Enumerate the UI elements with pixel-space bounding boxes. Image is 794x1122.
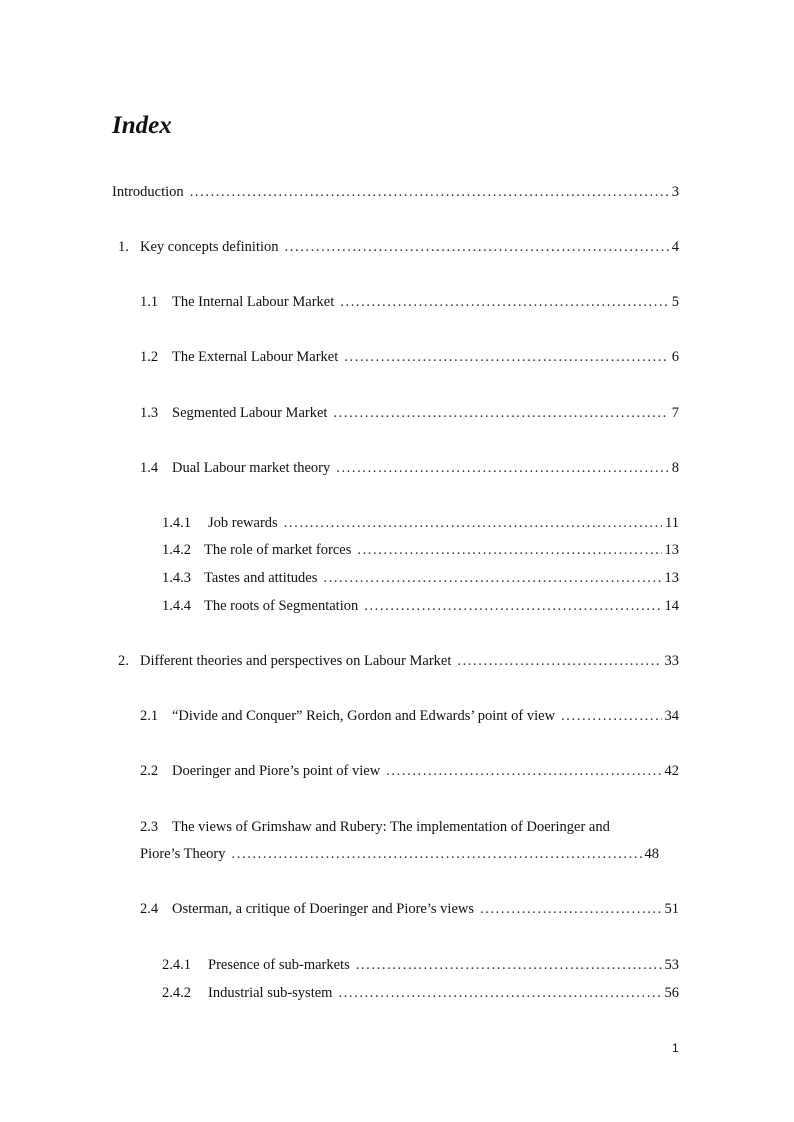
toc-entry-2-4-2[interactable]	[162, 983, 679, 1003]
toc-entry-2-2[interactable]	[140, 761, 679, 781]
toc-label: The External Labour Market	[172, 349, 339, 365]
toc-section-number: 1.4.1	[162, 515, 191, 531]
dot-leader	[232, 844, 642, 864]
toc-page-number: 34	[664, 708, 679, 724]
dot-leader	[386, 761, 661, 781]
toc-page-number: 5	[671, 294, 679, 310]
toc-label: The views of Grimshaw and Rubery: The implementation of Doeringer and	[172, 819, 610, 835]
toc-section-number: 2.2	[140, 763, 159, 779]
toc-entry-2[interactable]	[118, 651, 679, 671]
toc-entry-1-4-1[interactable]	[162, 513, 679, 533]
toc-entry-1-1[interactable]	[140, 292, 679, 312]
toc-label: Doeringer and Piore’s point of view	[172, 763, 381, 779]
toc-entry-1-4-4[interactable]	[162, 596, 679, 616]
toc-label: Osterman, a critique of Doeringer and Piore’s views	[172, 901, 474, 917]
toc-entry-1-4-3[interactable]	[162, 568, 679, 588]
toc-page-number: 13	[664, 570, 679, 586]
page-number: 1	[672, 1041, 679, 1055]
toc-label: Job rewards	[208, 515, 278, 531]
toc-label: The roots of Segmentation	[204, 598, 359, 614]
toc-label: “Divide and Conquer” Reich, Gordon and Edwards’ point of view	[172, 708, 556, 724]
toc-entry-1-2[interactable]	[140, 347, 679, 367]
dot-leader	[457, 651, 661, 671]
toc-section-number: 2.4	[140, 901, 159, 917]
toc-page-number: 6	[671, 349, 679, 365]
dot-leader	[344, 347, 668, 367]
toc-section-number: 1.4.4	[162, 598, 191, 614]
toc-section-number: 1.	[118, 239, 129, 255]
toc-label: Introduction	[112, 184, 184, 200]
dot-leader	[190, 182, 669, 202]
dot-leader	[284, 513, 662, 533]
toc-entry-1-4[interactable]	[140, 458, 679, 478]
toc-section-number: 1.2	[140, 349, 159, 365]
toc-page-number: 3	[671, 184, 679, 200]
toc-page-number: 33	[664, 653, 679, 669]
toc-page-number: 42	[664, 763, 679, 779]
toc-section-number: 1.4.2	[162, 542, 191, 558]
toc-label: Tastes and attitudes	[204, 570, 318, 586]
toc-section-number: 1.4	[140, 460, 159, 476]
toc-section-number: 1.3	[140, 405, 159, 421]
toc-entry-2-3-first-line[interactable]	[140, 817, 679, 837]
dot-leader	[336, 458, 669, 478]
toc-section-number: 2.4.1	[162, 957, 191, 973]
toc-entry-2-4-1[interactable]	[162, 955, 679, 975]
toc-label: The Internal Labour Market	[172, 294, 335, 310]
toc-section-number: 2.	[118, 653, 129, 669]
toc-label: Key concepts definition	[140, 239, 279, 255]
toc-label: Industrial sub-system	[208, 985, 333, 1001]
dot-leader	[356, 955, 662, 975]
toc-page-number: 48	[644, 846, 659, 862]
toc-section-number: 2.1	[140, 708, 159, 724]
dot-leader	[285, 237, 669, 257]
toc-entry-2-1[interactable]	[140, 706, 679, 726]
toc-label: Dual Labour market theory	[172, 460, 331, 476]
dot-leader	[480, 899, 662, 919]
toc-label: The role of market forces	[204, 542, 352, 558]
toc-label: Different theories and perspectives on Labour Market	[140, 653, 452, 669]
toc-entry-1[interactable]	[118, 237, 679, 257]
toc-page-number: 4	[671, 239, 679, 255]
dot-leader	[323, 568, 661, 588]
toc-label: Segmented Labour Market	[172, 405, 328, 421]
toc-label: Presence of sub-markets	[208, 957, 350, 973]
toc-section-number: 2.4.2	[162, 985, 191, 1001]
toc-page-number: 11	[665, 515, 679, 531]
index-title: Index	[112, 112, 172, 139]
toc-page-number: 51	[664, 901, 679, 917]
dot-leader	[333, 403, 668, 423]
toc-section-number: 1.4.3	[162, 570, 191, 586]
toc-label-continued: Piore’s Theory	[140, 846, 226, 862]
dot-leader	[561, 706, 661, 726]
dot-leader	[340, 292, 669, 312]
toc-entry-1-4-2[interactable]	[162, 540, 679, 560]
toc-entry-introduction[interactable]	[112, 182, 679, 202]
toc-page-number: 53	[664, 957, 679, 973]
toc-entry-2-3[interactable]	[140, 844, 659, 864]
toc-page-number: 56	[664, 985, 679, 1001]
toc-entry-2-4[interactable]	[140, 899, 679, 919]
dot-leader	[357, 540, 661, 560]
toc-section-number: 1.1	[140, 294, 159, 310]
toc-page-number: 8	[671, 460, 679, 476]
dot-leader	[364, 596, 661, 616]
toc-entry-1-3[interactable]	[140, 403, 679, 423]
toc-page-number: 14	[664, 598, 679, 614]
toc-page-number: 7	[671, 405, 679, 421]
dot-leader	[338, 983, 661, 1003]
toc-page-number: 13	[664, 542, 679, 558]
toc-section-number: 2.3	[140, 819, 159, 835]
